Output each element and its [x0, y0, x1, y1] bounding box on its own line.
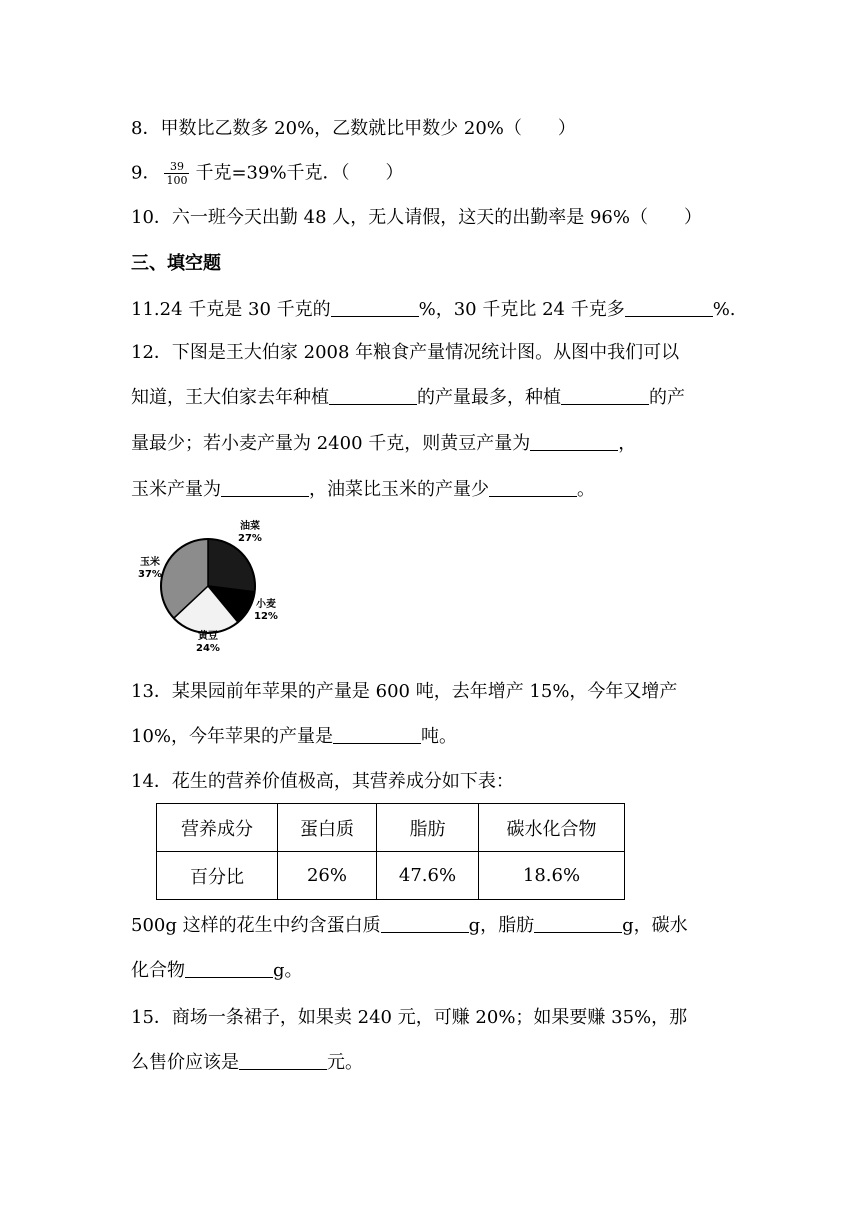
question-text: 玉米产量为 — [131, 479, 221, 500]
slice-value: 12% — [254, 611, 278, 622]
pie-chart — [134, 515, 304, 665]
fraction — [164, 160, 189, 187]
question-text: 。 — [577, 479, 595, 500]
question-text: %. — [712, 299, 736, 320]
question-12-line-2 — [131, 386, 685, 410]
question-13-line-1 — [131, 680, 677, 704]
question-number: 9． — [131, 162, 161, 184]
question-text: ， — [618, 433, 637, 454]
question-text: 千克=39%千克．（ ） — [195, 162, 404, 184]
question-text: 的产 — [649, 387, 685, 408]
fraction-numerator: 39 — [164, 160, 189, 174]
table-header-cell: 营养成分 — [157, 804, 278, 852]
question-text: g。 — [273, 960, 303, 981]
answer-blank[interactable] — [331, 298, 419, 317]
question-text: 吨。 — [421, 726, 458, 747]
question-text: 花生的营养价值极高，其营养成分如下表： — [171, 771, 514, 792]
pie-slice-0 — [208, 539, 255, 592]
question-text: 化合物 — [131, 960, 185, 981]
fraction-denominator: 100 — [166, 174, 188, 187]
question-14-line-1 — [131, 914, 688, 938]
table-cell: 18.6% — [479, 852, 625, 900]
question-text: 下图是王大伯家 2008 年粮食产量情况统计图。从图中我们可以 — [171, 342, 680, 363]
answer-blank[interactable] — [329, 386, 417, 405]
question-text: 六一班今天出勤 48 人，无人请假，这天的出勤率是 96%（ ） — [171, 207, 702, 228]
slice-value: 24% — [196, 643, 220, 654]
question-text: 24 千克是 30 千克的 — [159, 299, 331, 320]
question-14-intro — [131, 770, 514, 794]
question-number: 8． — [131, 118, 161, 139]
answer-blank[interactable] — [534, 914, 622, 933]
answer-blank[interactable] — [221, 478, 309, 497]
question-text: g，脂肪 — [468, 915, 535, 936]
nutrition-table — [156, 803, 625, 900]
question-text: 某果园前年苹果的产量是 600 吨，去年增产 15%，今年又增产 — [171, 681, 678, 702]
question-number: 12． — [131, 342, 172, 363]
answer-blank[interactable] — [185, 959, 273, 978]
question-8 — [131, 117, 576, 141]
answer-blank[interactable] — [489, 478, 577, 497]
question-15-line-2 — [131, 1051, 363, 1075]
question-12-line-3 — [131, 432, 636, 456]
slice-label: 油菜 — [239, 521, 260, 532]
answer-blank[interactable] — [530, 432, 618, 451]
question-text: 量最少；若小麦产量为 2400 千克，则黄豆产量为 — [131, 433, 531, 454]
question-number: 14． — [131, 771, 172, 792]
table-header-cell: 脂肪 — [377, 804, 479, 852]
slice-label: 玉米 — [139, 557, 160, 568]
slice-value: 37% — [138, 569, 162, 580]
table-cell: 百分比 — [157, 852, 278, 900]
question-text: 的产量最多，种植 — [417, 387, 561, 408]
pie-label-rape — [238, 521, 262, 545]
question-number: 10． — [131, 207, 172, 228]
question-15-line-1 — [131, 1006, 687, 1030]
question-text: 元。 — [327, 1052, 363, 1073]
question-13-line-2 — [131, 725, 457, 749]
question-text: 商场一条裙子，如果卖 240 元，可赚 20%；如果要赚 35%，那 — [171, 1007, 688, 1028]
section-title: 三、填空题 — [131, 253, 221, 274]
slice-label: 小麦 — [255, 599, 276, 610]
question-12-line-1 — [131, 341, 679, 365]
pie-label-soybean — [196, 631, 220, 655]
question-14-line-2 — [131, 959, 303, 983]
table-header-row — [157, 804, 625, 852]
table-cell: 47.6% — [377, 852, 479, 900]
answer-blank[interactable] — [333, 725, 421, 744]
table-header-cell: 碳水化合物 — [479, 804, 625, 852]
question-number: 15． — [131, 1007, 172, 1028]
question-text: %，30 千克比 24 千克多 — [418, 299, 625, 320]
question-text: 500g 这样的花生中约含蛋白质 — [131, 915, 381, 936]
answer-blank[interactable] — [561, 386, 649, 405]
table-header-cell: 蛋白质 — [278, 804, 377, 852]
question-text: 10%，今年苹果的产量是 — [131, 726, 334, 747]
question-11 — [131, 298, 736, 322]
table-row — [157, 852, 625, 900]
pie-label-wheat — [254, 599, 278, 623]
table-cell: 26% — [278, 852, 377, 900]
answer-blank[interactable] — [239, 1051, 327, 1070]
answer-blank[interactable] — [381, 914, 469, 933]
question-text: 甲数比乙数多 20%，乙数就比甲数少 20%（ ） — [160, 118, 576, 139]
slice-value: 27% — [238, 533, 262, 544]
question-text: 么售价应该是 — [131, 1052, 239, 1073]
question-text: ，油菜比玉米的产量少 — [309, 479, 489, 500]
question-12-line-4 — [131, 478, 595, 502]
question-number: 13． — [131, 681, 172, 702]
pie-label-corn — [138, 557, 162, 581]
question-text: g，碳水 — [622, 915, 688, 936]
slice-label: 黄豆 — [197, 631, 218, 642]
question-10 — [131, 206, 702, 230]
question-9 — [131, 160, 404, 187]
answer-blank[interactable] — [625, 298, 713, 317]
question-number: 11. — [131, 299, 160, 320]
question-text: 知道，王大伯家去年种植 — [131, 387, 329, 408]
